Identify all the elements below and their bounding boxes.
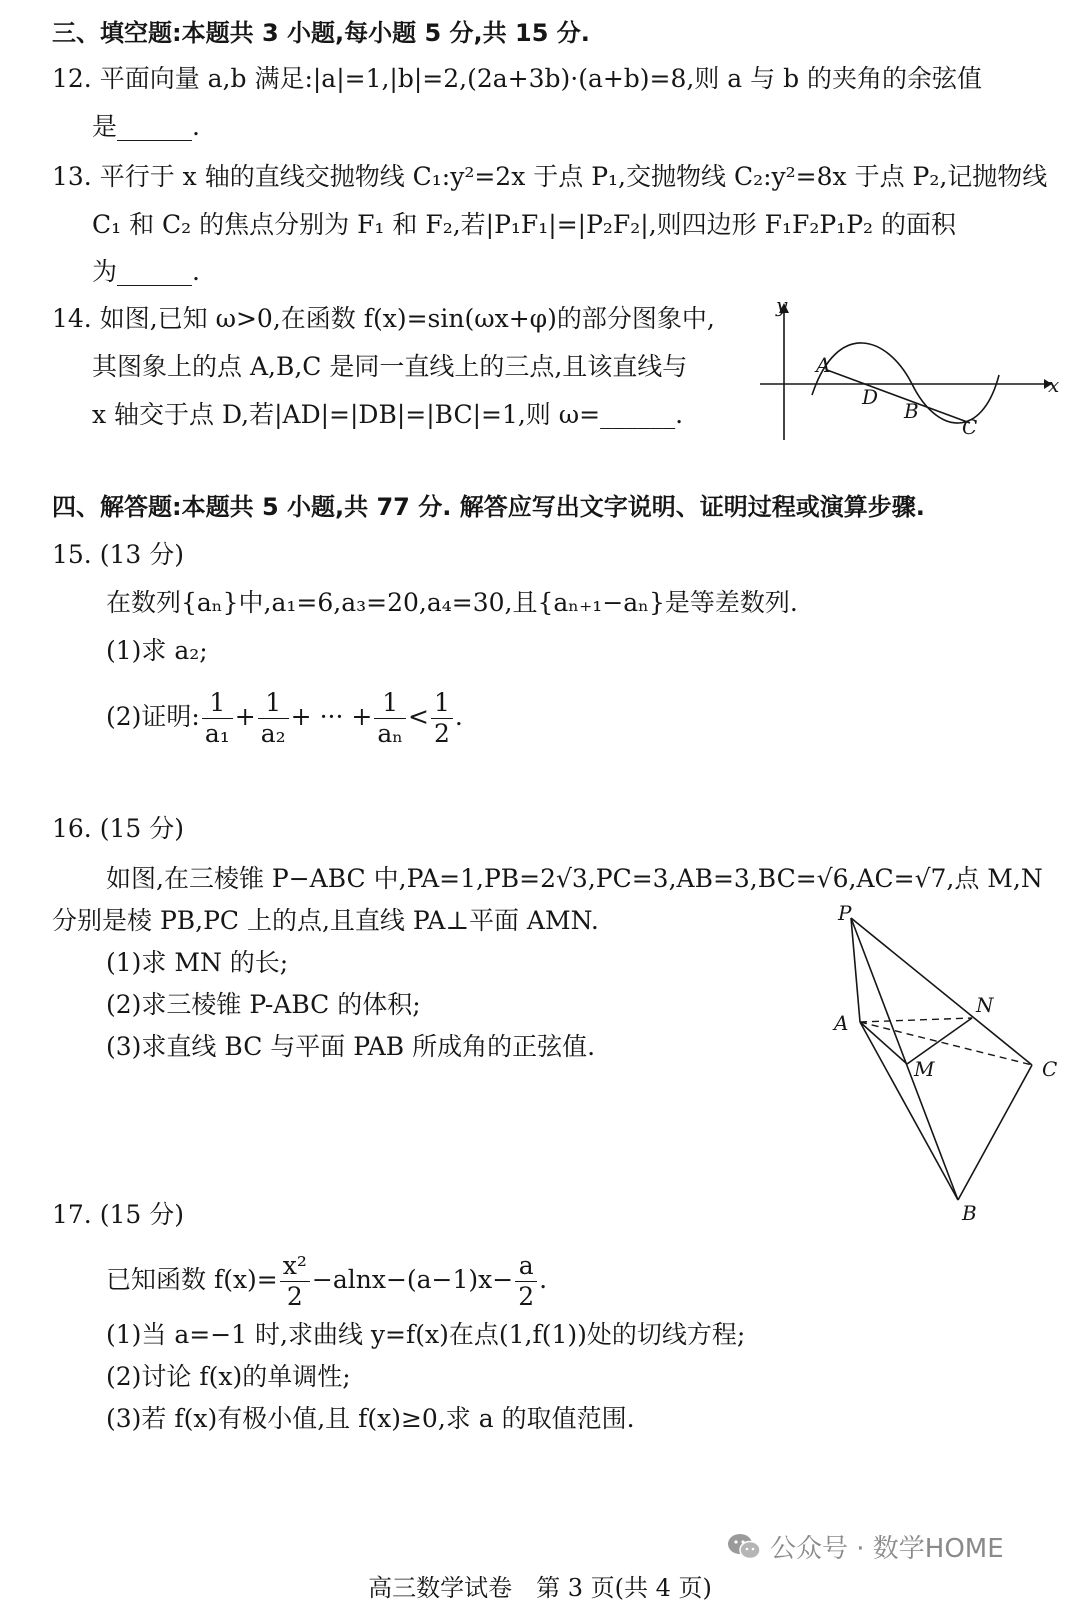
- edge-pb: [851, 918, 958, 1200]
- q14-line-1: 14. 如图,已知 ω>0,在函数 f(x)=sin(ωx+φ)的部分图象中,: [52, 304, 715, 333]
- q15-heading: 15. (13 分): [52, 540, 184, 569]
- label-a: A: [816, 353, 831, 377]
- q16-line-2: 分别是棱 PB,PC 上的点,且直线 PA⊥平面 AMN.: [52, 906, 599, 935]
- label-n: N: [976, 993, 994, 1017]
- fraction-x2-over-2: $\frac{\text{x²}}{2}$: [280, 1251, 310, 1312]
- section-heading-solve: 四、解答题:本题共 5 小题,共 77 分. 解答应写出文字说明、证明过程或演算步骤.: [52, 493, 925, 521]
- q16-pyramid-figure: [820, 900, 1060, 1240]
- q16-line-1: 如图,在三棱锥 P−ABC 中,PA=1,PB=2√3,PC=3,AB=3,BC=√6,AC=√7,点 M,N: [106, 864, 1043, 893]
- label-p: P: [838, 901, 852, 925]
- page-footer: 高三数学试卷 第 3 页(共 4 页): [368, 1574, 712, 1602]
- q13-line-2: C₁ 和 C₂ 的焦点分别为 F₁ 和 F₂,若|P₁F₁|=|P₂F₂|,则四边形 F₁F₂P₁P₂ 的面积: [92, 210, 956, 239]
- fraction-one-half: $\frac{1}{2}$: [431, 688, 453, 749]
- q15-stem: 在数列{aₙ}中,a₁=6,a₃=20,a₄=30,且{aₙ₊₁−aₙ}是等差数列.: [106, 588, 798, 617]
- section-heading-fill-blank: 三、填空题:本题共 3 小题,每小题 5 分,共 15 分.: [52, 19, 590, 47]
- label-y: y: [776, 293, 788, 317]
- fraction-a-over-2: $\frac{a}{2}$: [515, 1251, 537, 1312]
- wechat-icon: [726, 1532, 762, 1562]
- q16-part-3: (3)求直线 BC 与平面 PAB 所成角的正弦值.: [106, 1032, 596, 1061]
- edge-ab: [860, 1022, 958, 1200]
- label-c: C: [962, 415, 978, 439]
- segment-an-hidden: [860, 1018, 972, 1022]
- label-b: B: [962, 1201, 977, 1225]
- label-a: A: [834, 1011, 849, 1035]
- q16-part-2: (2)求三棱锥 P-ABC 的体积;: [106, 990, 421, 1019]
- q16-heading: 16. (15 分): [52, 814, 184, 843]
- watermark-text: 公众号 · 数学HOME: [770, 1534, 1004, 1564]
- q15-part-2-lead: (2)证明:: [106, 702, 200, 731]
- edge-bc: [958, 1065, 1032, 1200]
- fraction-1-over-an: $\frac{1}{\text{aₙ}}$: [374, 688, 406, 749]
- q17-part-2: (2)讨论 f(x)的单调性;: [106, 1362, 351, 1391]
- label-d: D: [862, 385, 879, 409]
- q15-part-2: (2)证明: $\frac{1}{\text{a₁}}$ + $\frac{1}{\text{a₂}}$ + ··· + $\frac{1}{\text{aₙ}}$ < $\frac{1}{2}$ .: [106, 688, 463, 748]
- q13-line-1: 13. 平行于 x 轴的直线交抛物线 C₁:y²=2x 于点 P₁,交抛物线 C₂:y²=8x 于点 P₂,记抛物线: [52, 162, 1048, 191]
- q17-heading: 17. (15 分): [52, 1200, 184, 1229]
- q17-part-3: (3)若 f(x)有极小值,且 f(x)≥0,求 a 的取值范围.: [106, 1404, 635, 1433]
- q14-line-2: 其图象上的点 A,B,C 是同一直线上的三点,且该直线与: [92, 352, 688, 381]
- q12-line-2: 是______.: [92, 112, 200, 141]
- fraction-1-over-a2: $\frac{1}{\text{a₂}}$: [258, 688, 289, 749]
- label-x: x: [1048, 373, 1060, 397]
- q15-part-1: (1)求 a₂;: [106, 636, 208, 665]
- q17-stem: 已知函数 f(x)= $\frac{\text{x²}}{2}$ −alnx−(a−1)x− $\frac{a}{2}$ .: [106, 1251, 548, 1311]
- fraction-1-over-a1: $\frac{1}{\text{a₁}}$: [202, 688, 233, 749]
- label-b: B: [904, 399, 919, 423]
- q17-part-1: (1)当 a=−1 时,求曲线 y=f(x)在点(1,f(1))处的切线方程;: [106, 1320, 746, 1349]
- q13-line-3: 为______.: [92, 257, 200, 286]
- q12-line-1: 12. 平面向量 a,b 满足:|a|=1,|b|=2,(2a+3b)·(a+b)=8,则 a 与 b 的夹角的余弦值: [52, 64, 983, 93]
- q16-part-1: (1)求 MN 的长;: [106, 948, 289, 977]
- label-m: M: [914, 1057, 935, 1081]
- edge-pa: [851, 918, 860, 1022]
- q14-sine-figure: [752, 293, 1060, 450]
- line-abc: [827, 370, 970, 423]
- label-c: C: [1042, 1057, 1058, 1081]
- q14-line-3: x 轴交于点 D,若|AD|=|DB|=|BC|=1,则 ω=______.: [92, 400, 684, 429]
